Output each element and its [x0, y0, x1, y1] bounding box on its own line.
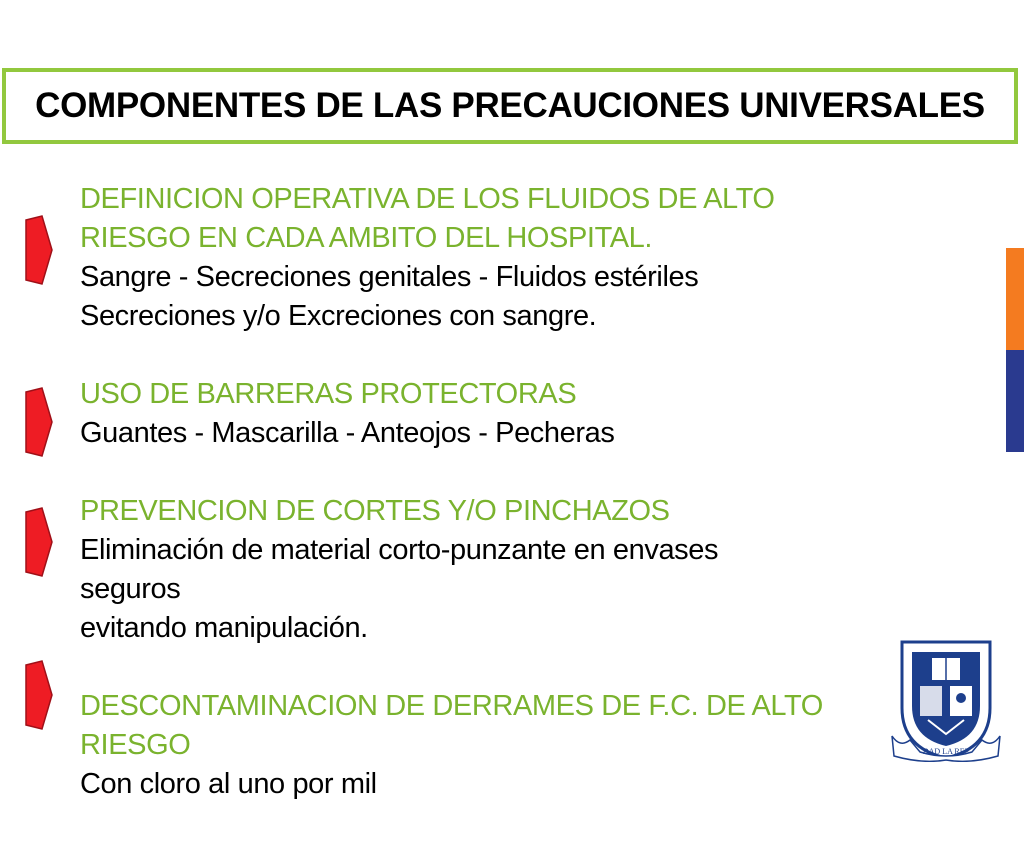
logo-motto: DAD LA REP [922, 747, 970, 756]
section-cortes [80, 492, 880, 648]
side-bar-blue [1006, 350, 1024, 452]
section-heading: USO DE BARRERAS PROTECTORAS [80, 378, 577, 410]
section-body: seguros [80, 573, 181, 605]
slide-title: COMPONENTES DE LAS PRECAUCIONES UNIVERSALES [35, 86, 985, 125]
side-bar-orange [1006, 248, 1024, 350]
section-body: Guantes - Mascarilla - Anteojos - Pecheras [80, 417, 615, 449]
section-heading: RIESGO EN CADA AMBITO DEL HOSPITAL. [80, 222, 653, 254]
section-body: Con cloro al uno por mil [80, 768, 377, 800]
bullet-arrow-icon [24, 502, 54, 582]
section-fluidos [80, 180, 880, 336]
section-body: Sangre - Secreciones genitales - Fluidos estériles [80, 261, 699, 293]
section-heading: DESCONTAMINACION DE DERRAMES DE F.C. DE ALTO [80, 690, 823, 722]
section-heading: PREVENCION DE CORTES Y/O PINCHAZOS [80, 495, 670, 527]
section-body: evitando manipulación. [80, 612, 368, 644]
bullet-arrow-icon [24, 210, 54, 290]
content [80, 180, 880, 843]
bullet-arrow-icon [24, 382, 54, 462]
university-crest-logo [890, 636, 1002, 762]
section-body: Secreciones y/o Excreciones con sangre. [80, 300, 597, 332]
section-heading: RIESGO [80, 729, 191, 761]
section-barreras [80, 375, 880, 453]
bullet-arrow-icon [24, 655, 54, 735]
title-box [2, 68, 1018, 144]
section-heading: DEFINICION OPERATIVA DE LOS FLUIDOS DE ALTO [80, 183, 775, 215]
section-derrames [80, 687, 880, 804]
section-body: Eliminación de material corto-punzante en envases [80, 534, 719, 566]
